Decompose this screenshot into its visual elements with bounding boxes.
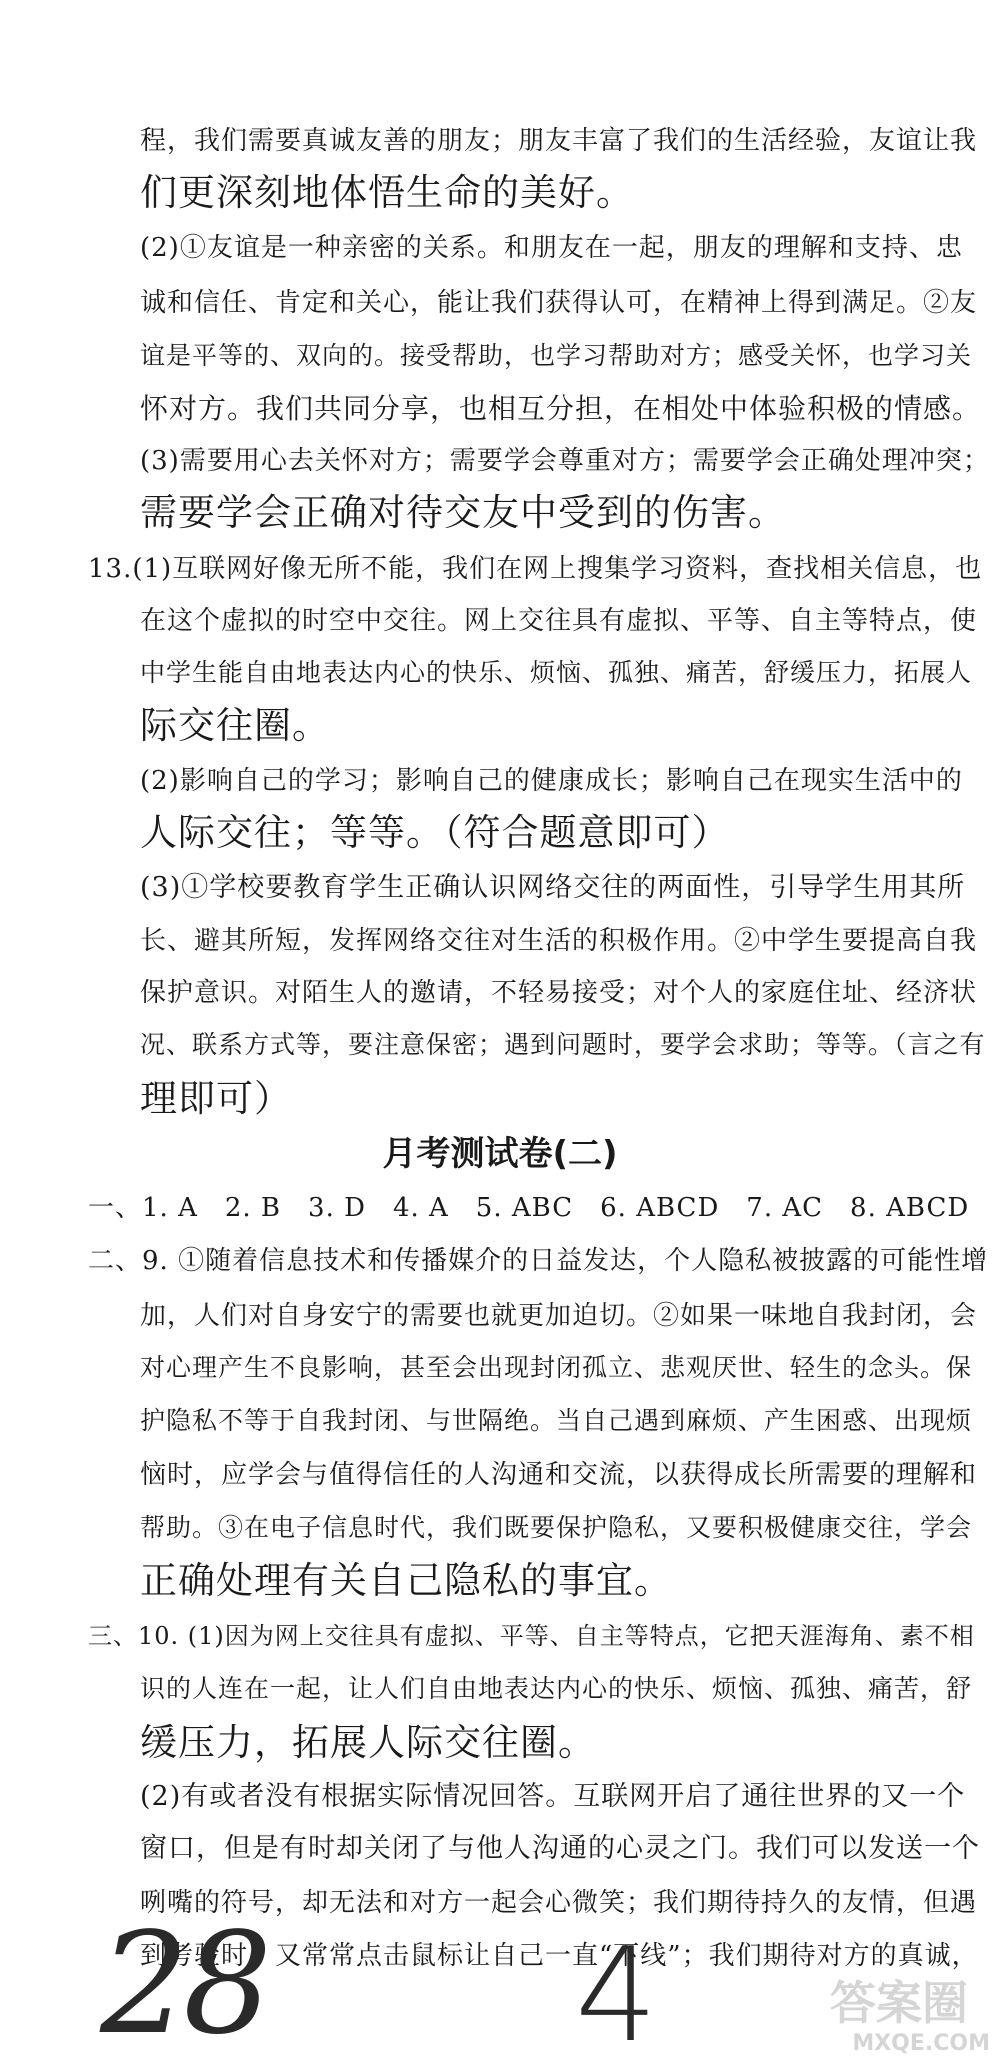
answer-key-line: 一、1. A 2. B 3. D 4. A 5. ABC 6. ABCD 7. AC 8. ABCD — [88, 1193, 970, 1223]
text-line: 护隐私不等于自我封闭、与世隔绝。当自己遇到麻烦、产生困惑、出现烦 — [140, 1406, 973, 1435]
text-line: 识的人连在一起，让人们自由地表达内心的快乐、烦恼、孤独、痛苦，舒 — [140, 1674, 973, 1703]
handwritten-page-number: 28 — [100, 1903, 267, 2066]
text-line: 到考验时，又常常点击鼠标让自己一直“下线”；我们期待对方的真诚， — [140, 1941, 979, 1971]
text-line: 们更深刻地体悟生命的美好。 — [140, 171, 634, 214]
text-line: (3)需要用心去关怀对方；需要学会尊重对方；需要学会正确处理冲突； — [140, 446, 990, 476]
text-line: 正确处理有关自己隐私的事宜。 — [140, 1559, 672, 1602]
text-line: 加，人们对自身安宁的需要也就更加迫切。②如果一味地自我封闭，会 — [140, 1301, 978, 1331]
text-line: 诚和信任、肯定和关心，能让我们获得认可，在精神上得到满足。②友 — [140, 288, 978, 318]
section-title: 月考测试卷(二) — [382, 1134, 618, 1174]
text-line: 帮助。③在电子信息时代，我们既要保护隐私，又要积极健康交往，学会 — [140, 1513, 973, 1542]
text-line: 怀对方。我们共同分享，也相互分担，在相处中体验积极的情感。 — [140, 392, 982, 425]
text-line: 在这个虚拟的时空中交往。网上交往具有虚拟、平等、自主等特点，使 — [140, 606, 978, 636]
watermark-text: 答案圈 — [830, 1976, 968, 2030]
text-line: 窗口，但是有时却关闭了与他人沟通的心灵之门。我们可以发送一个 — [140, 1833, 980, 1864]
text-line: 谊是平等的、双向的。接受帮助，也学习帮助对方；感受关怀，也学习关 — [140, 341, 973, 370]
text-line: 长、避其所短，发挥网络交往对生活的积极作用。②中学生要提高自我 — [140, 926, 978, 956]
text-line: 理即可） — [140, 1077, 292, 1120]
watermark-url: MXQE.COM — [852, 2031, 990, 2056]
text-line: 需要学会正确对待交友中受到的伤害。 — [140, 491, 786, 534]
text-line: (3)①学校要教育学生正确认识网络交往的两面性，引导学生用其所 — [140, 872, 966, 903]
text-line: (2)①友谊是一种亲密的关系。和朋友在一起，朋友的理解和支持、忠 — [140, 233, 963, 263]
text-line: 况、联系方式等，要注意保密；遇到问题时，要学会求助；等等。（言之有 — [140, 1030, 986, 1059]
text-line: 三、10. (1)因为网上交往具有虚拟、平等、自主等特点，它把天涯海角、素不相 — [88, 1622, 975, 1650]
watermark-logo — [830, 1975, 990, 2065]
text-line: 恼时，应学会与值得信任的人沟通和交流，以获得成长所需要的理解和 — [140, 1460, 978, 1490]
text-line: 保护意识。对陌生人的邀请，不轻易接受；对个人的家庭住址、经济状 — [140, 978, 978, 1008]
text-line: 二、9. ①随着信息技术和传播媒介的日益发达，个人隐私被披露的可能性增 — [88, 1246, 989, 1276]
text-line: 对心理产生不良影响，甚至会出现封闭孤立、悲观厌世、轻生的念头。保 — [140, 1353, 973, 1382]
handwritten-mark: 4 — [575, 1919, 658, 2071]
text-line: 中学生能自由地表达内心的快乐、烦恼、孤独、痛苦，舒缓压力，拓展人 — [140, 658, 973, 687]
text-line: 咧嘴的符号，却无法和对方一起会心微笑；我们期待持久的友情，但遇 — [140, 1888, 978, 1918]
text-line: 缓压力，拓展人际交往圈。 — [140, 1721, 596, 1764]
text-line: 际交往圈。 — [140, 704, 330, 747]
text-line: 人际交往；等等。（符合题意即可） — [140, 811, 730, 854]
text-line: (2)有或者没有根据实际情况回答。互联网开启了通往世界的又一个 — [140, 1781, 966, 1812]
text-line: 13.(1)互联网好像无所不能，我们在网上搜集学习资料，查找相关信息，也 — [88, 554, 983, 584]
text-line: 程，我们需要真诚友善的朋友；朋友丰富了我们的生活经验，友谊让我 — [140, 126, 978, 156]
text-line: (2)影响自己的学习；影响自己的健康成长；影响自己在现实生活中的 — [140, 766, 963, 796]
